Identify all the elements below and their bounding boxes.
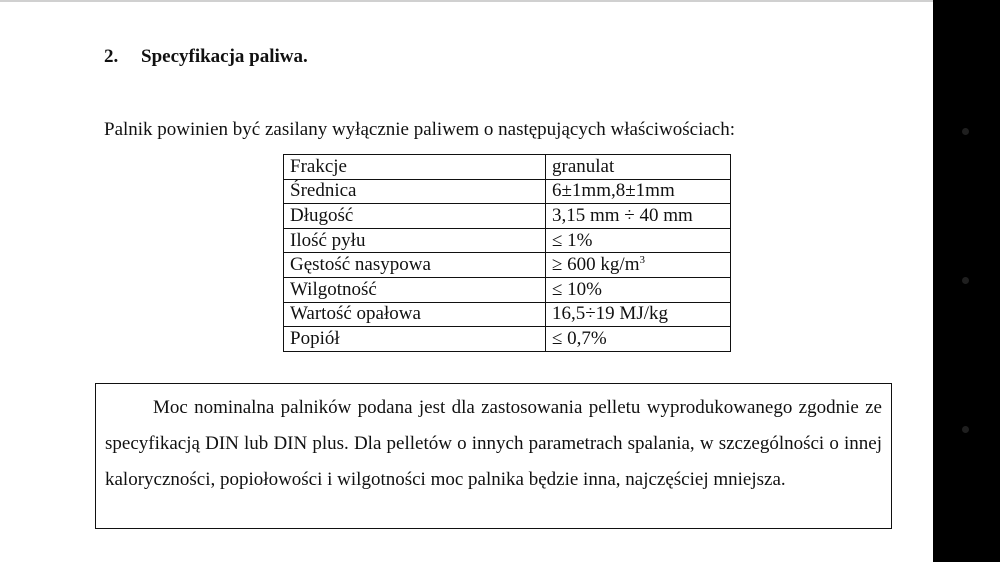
value-cell: ≤ 1% xyxy=(546,228,731,253)
section-number: 2. xyxy=(104,46,119,67)
param-cell: Ilość pyłu xyxy=(284,228,546,253)
value-cell: ≤ 10% xyxy=(546,277,731,302)
note-box xyxy=(95,383,892,529)
section-heading xyxy=(104,46,308,68)
table-row xyxy=(284,253,731,278)
intro-paragraph: Palnik powinien być zasilany wyłącznie paliwem o następujących właściwościach: xyxy=(104,119,736,140)
table-row xyxy=(284,277,731,302)
section-title: Specyfikacja paliwa. xyxy=(141,46,308,67)
value-cell: 16,5÷19 MJ/kg xyxy=(546,302,731,327)
value-cell: ≤ 0,7% xyxy=(546,327,731,352)
table-row xyxy=(284,302,731,327)
table-row xyxy=(284,228,731,253)
dot-icon xyxy=(962,277,969,284)
value-cell: 6±1mm,8±1mm xyxy=(546,179,731,204)
value-superscript: 3 xyxy=(639,254,645,267)
value-cell: 3,15 mm ÷ 40 mm xyxy=(546,204,731,229)
table-row xyxy=(284,327,731,352)
dot-icon xyxy=(962,128,969,135)
value-cell: granulat xyxy=(546,155,731,180)
param-cell: Popiół xyxy=(284,327,546,352)
table-row xyxy=(284,204,731,229)
param-cell: Frakcje xyxy=(284,155,546,180)
table-row xyxy=(284,179,731,204)
param-cell: Średnica xyxy=(284,179,546,204)
dot-icon xyxy=(962,426,969,433)
param-cell: Gęstość nasypowa xyxy=(284,253,546,278)
note-text: Moc nominalna palników podana jest dla zastosowania pelletu wyprodukowanego zgodnie ze specyfikacją DIN lub DIN plus. Dla pelletów o innych parametrach spalania, w szczególności o innej kaloryczności, popiołowości i wilgotności moc palnika będzie inna, najczęściej mniejsza. xyxy=(105,397,882,490)
param-cell: Długość xyxy=(284,204,546,229)
param-cell: Wilgotność xyxy=(284,277,546,302)
fuel-spec-table xyxy=(283,154,731,352)
table-row xyxy=(284,155,731,180)
param-cell: Wartość opałowa xyxy=(284,302,546,327)
value-text: ≥ 600 kg/m xyxy=(552,254,640,276)
page-top-edge xyxy=(0,0,933,2)
value-cell xyxy=(546,253,731,278)
